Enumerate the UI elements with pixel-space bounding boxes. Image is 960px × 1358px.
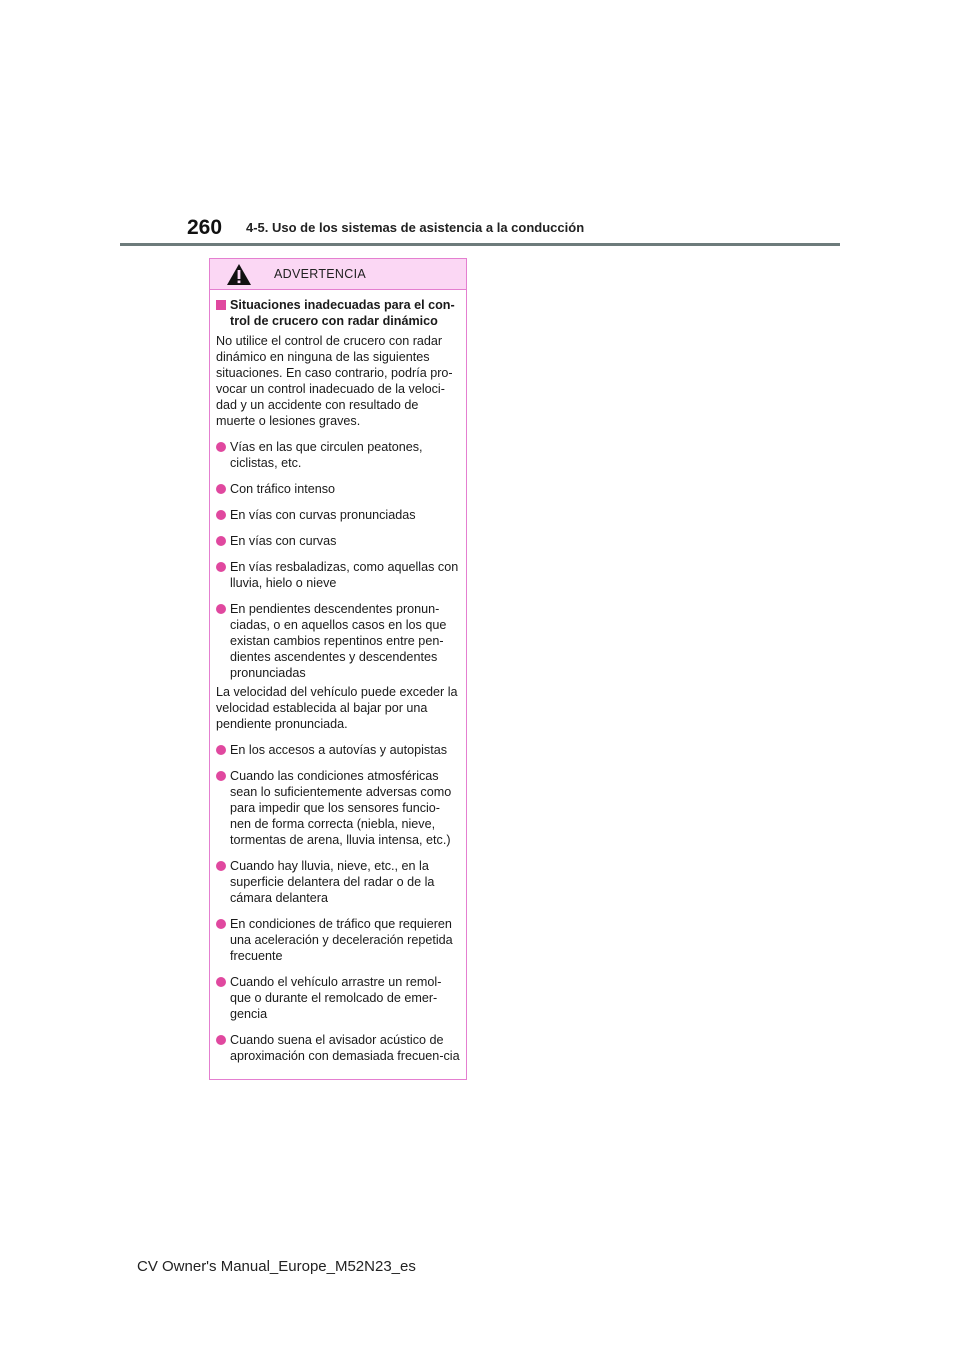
list-item-text: Cuando el vehículo arrastre un remol-que o durante el remolcado de emer-gencia	[230, 975, 442, 1021]
list-item	[216, 768, 460, 848]
warning-title: ADVERTENCIA	[274, 267, 366, 281]
bullet-dot-icon	[216, 604, 226, 614]
bullet-dot-icon	[216, 977, 226, 987]
list-item	[216, 507, 460, 523]
square-bullet-icon	[216, 300, 226, 310]
slope-note: La velocidad del vehículo puede exceder la velocidad establecida al bajar por una pendiente pronunciada.	[216, 685, 458, 731]
list-item	[216, 916, 460, 964]
list-item-text: Vías en las que circulen peatones, ciclistas, etc.	[230, 440, 423, 470]
list-item-text: En los accesos a autovías y autopistas	[230, 743, 448, 757]
list-item	[216, 858, 460, 906]
bullet-dot-icon	[216, 536, 226, 546]
warning-body	[210, 290, 466, 1064]
page-number: 260	[187, 216, 223, 239]
list-item-text: En condiciones de tráfico que requieren una aceleración y deceleración repetida frecuente	[230, 917, 453, 963]
list-item	[216, 601, 460, 681]
list-item-text: Cuando suena el avisador acústico de aproximación con demasiada frecuen-cia	[230, 1033, 460, 1063]
warning-triangle-icon	[226, 263, 252, 286]
list-item	[216, 742, 460, 758]
warning-header	[210, 259, 466, 290]
list-item	[216, 481, 460, 497]
footer-manual-id: CV Owner's Manual_Europe_M52N23_es	[137, 1258, 416, 1275]
list-item	[216, 439, 460, 471]
bullet-dot-icon	[216, 442, 226, 452]
list-item-text: Cuando hay lluvia, nieve, etc., en la superficie delantera del radar o de la cámara delantera	[230, 859, 435, 905]
list-item-text: En vías resbaladizas, como aquellas con lluvia, hielo o nieve	[230, 560, 459, 590]
bullet-dot-icon	[216, 919, 226, 929]
list-item-text: En vías con curvas	[230, 534, 337, 548]
warning-subheading	[216, 297, 460, 329]
bullet-dot-icon	[216, 1035, 226, 1045]
bullet-dot-icon	[216, 861, 226, 871]
list-item-text: Con tráfico intenso	[230, 482, 336, 496]
header-rule	[120, 243, 840, 246]
bullet-dot-icon	[216, 745, 226, 755]
list-item-text: En pendientes descendentes pronun-ciadas, o en aquellos casos en los que existan cambios repentinos entre pen-dientes ascendentes y descendentes pronunciadas	[230, 602, 447, 680]
intro-paragraph: No utilice el control de crucero con radar dinámico en ninguna de las siguientes situaciones. En caso contrario, podría pro-vocar un control inadecuado de la veloci-dad y un accidente con resultado de muerte o lesiones graves.	[216, 334, 453, 428]
bullet-dot-icon	[216, 771, 226, 781]
list-item	[216, 974, 460, 1022]
warning-box	[209, 258, 467, 1080]
bullet-dot-icon	[216, 510, 226, 520]
list-item	[216, 533, 460, 549]
bullet-dot-icon	[216, 562, 226, 572]
bullet-dot-icon	[216, 484, 226, 494]
list-item	[216, 1032, 460, 1064]
list-item-text: Cuando las condiciones atmosféricas sean lo suficientemente adversas como para impedir que los sensores funcio-nen de forma correcta (niebla, nieve, tormentas de arena, lluvia intensa, etc.)	[230, 769, 452, 847]
subheading-text: Situaciones inadecuadas para el con-trol de crucero con radar dinámico	[230, 298, 455, 328]
list-item-text: En vías con curvas pronunciadas	[230, 508, 416, 522]
section-title: 4-5. Uso de los sistemas de asistencia a la conducción	[246, 220, 585, 235]
list-item	[216, 559, 460, 591]
